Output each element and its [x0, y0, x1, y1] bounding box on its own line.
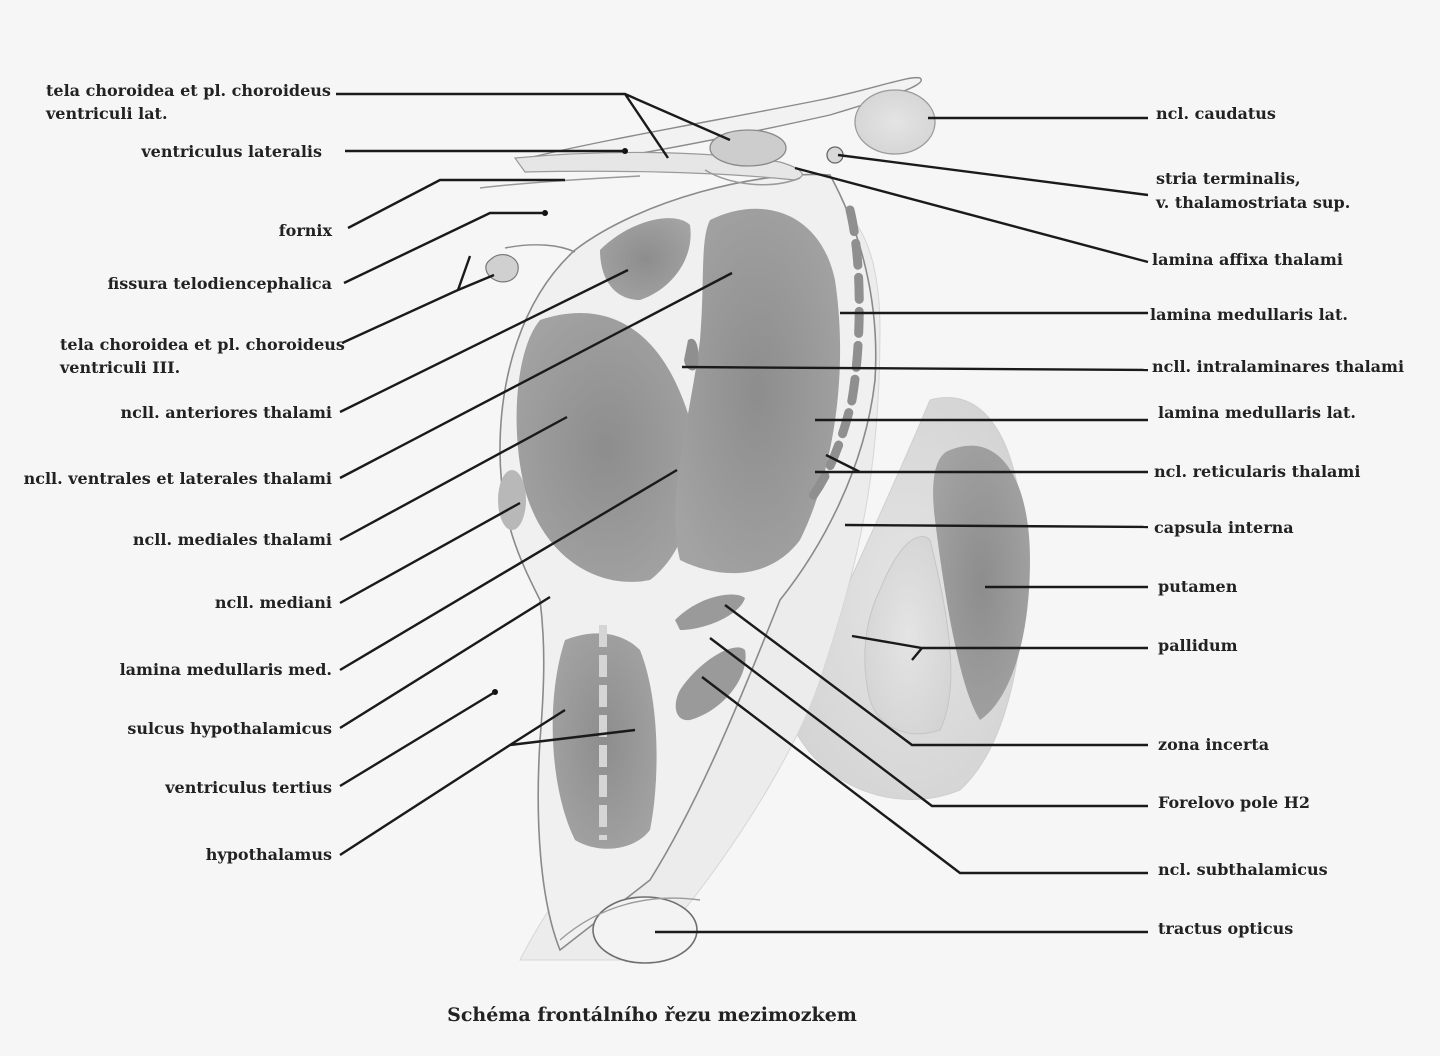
- leader-ventriculus-tertius: [340, 692, 495, 786]
- right-labels: [1150, 104, 1404, 938]
- left-labels: [24, 81, 345, 864]
- label-ventriculus-tertius: ventriculus tertius: [165, 778, 332, 797]
- label-lamina-lat-1: lamina medullaris lat.: [1150, 305, 1348, 324]
- brain-section-drawing: [480, 78, 1030, 963]
- label-ventrales: ncll. ventrales et laterales thalami: [23, 469, 332, 488]
- label-sulcus: sulcus hypothalamicus: [127, 719, 332, 738]
- caudate-shape: [855, 90, 935, 154]
- label-lamina-med: lamina medullaris med.: [119, 660, 332, 679]
- leader-mediani: [340, 503, 520, 603]
- label-subthalamicus: ncl. subthalamicus: [1158, 860, 1328, 879]
- label-anteriores: ncll. anteriores thalami: [120, 403, 332, 422]
- label-fornix: fornix: [278, 221, 332, 240]
- label-pallidum: pallidum: [1158, 636, 1238, 655]
- label-tela-iii-1: tela choroidea et pl. choroideus: [60, 335, 345, 354]
- leader-fornix: [348, 180, 565, 228]
- label-mediani: ncll. mediani: [214, 593, 332, 612]
- tela-iii-shape: [486, 255, 518, 282]
- leader-tela-iii: [342, 256, 494, 343]
- ncll-mediani-shape: [498, 470, 526, 530]
- label-zona: zona incerta: [1158, 735, 1270, 754]
- label-forel: Forelovo pole H2: [1158, 793, 1310, 812]
- label-stria-1: stria terminalis,: [1156, 169, 1301, 188]
- tractus-opticus-shape: [593, 897, 697, 963]
- label-ventriculus-lateralis: ventriculus lateralis: [141, 142, 322, 161]
- label-stria-2: v. thalamostriata sup.: [1156, 193, 1351, 212]
- label-intralaminares: ncll. intralaminares thalami: [1152, 357, 1405, 376]
- diagram-caption: Schéma frontálního řezu mezimozkem: [447, 1004, 857, 1026]
- label-mediales: ncll. mediales thalami: [132, 530, 332, 549]
- leader-sulcus: [340, 597, 550, 728]
- label-tela-lat-2: ventriculi lat.: [46, 104, 168, 123]
- label-affixa: lamina affixa thalami: [1152, 250, 1343, 269]
- label-opticus: tractus opticus: [1158, 919, 1294, 938]
- label-fissura: fissura telodiencephalica: [107, 274, 332, 293]
- label-hypothalamus: hypothalamus: [205, 845, 332, 864]
- label-lamina-lat-2: lamina medullaris lat.: [1158, 403, 1356, 422]
- label-reticularis: ncl. reticularis thalami: [1154, 462, 1361, 481]
- label-putamen: putamen: [1158, 577, 1238, 596]
- label-tela-iii-2: ventriculi III.: [60, 358, 181, 377]
- leader-stria: [838, 155, 1148, 195]
- label-capsula: capsula interna: [1154, 518, 1294, 537]
- fornix-shape: [480, 176, 640, 188]
- label-caudatus: ncl. caudatus: [1156, 104, 1276, 123]
- velum-line: [505, 245, 575, 252]
- label-tela-lat-1: tela choroidea et pl. choroideus: [46, 81, 331, 100]
